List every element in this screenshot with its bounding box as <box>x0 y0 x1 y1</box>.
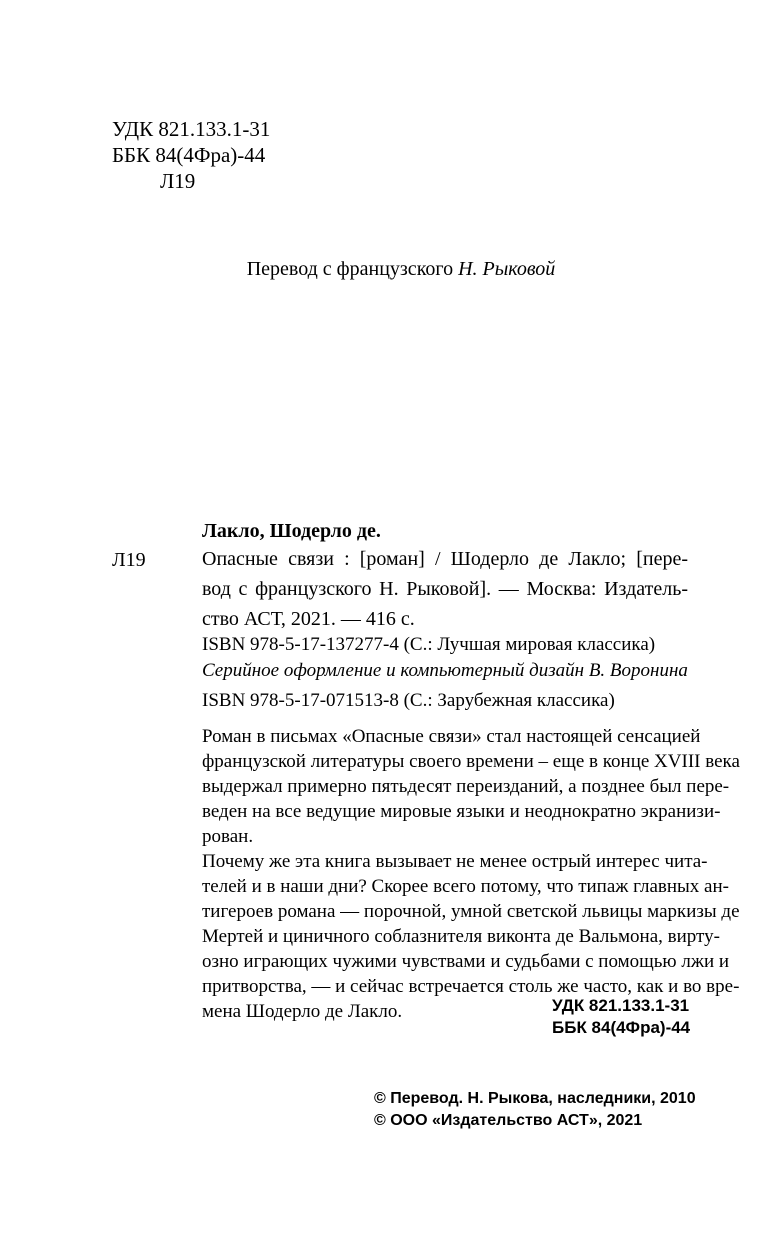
annotation-line: озно играющих чужими чувствами и судьбами с помощью лжи и <box>202 951 730 972</box>
biblio-line: ство АСТ, 2021. — 416 с. <box>202 608 415 630</box>
bottom-udk: УДК 821.133.1-31 <box>552 996 690 1015</box>
copyright-translation: © Перевод. Н. Рыкова, наследники, 2010 <box>374 1090 696 1107</box>
bbk-code: ББК 84(4Фра)-44 <box>112 143 266 167</box>
bottom-bbk: ББК 84(4Фра)-44 <box>552 1018 691 1037</box>
annotation-line: мена Шодерло де Лакло. <box>202 1001 403 1022</box>
record-index-code: Л19 <box>112 549 146 571</box>
annotation-line: рован. <box>202 826 254 847</box>
copyright-publisher: © ООО «Издательство АСТ», 2021 <box>374 1112 643 1129</box>
translator-credit <box>0 258 768 281</box>
annotation-line: тигероев романа — порочной, умной светской львицы маркизы де <box>202 901 740 922</box>
author-mark: Л19 <box>160 169 196 193</box>
bibliographic-description <box>202 544 688 634</box>
biblio-line: Опасные связи : [роман] / Шодерло де Лакло; [пере- <box>202 548 688 570</box>
annotation <box>202 724 740 1024</box>
annotation-line: телей и в наши дни? Скорее всего потому, что типаж главных ан- <box>202 876 729 897</box>
translator-prefix: Перевод с французского <box>246 258 454 280</box>
biblio-line: вод с французского Н. Рыковой]. — Москва: Издатель- <box>202 578 688 600</box>
annotation-line: Почему же эта книга вызывает не менее острый интерес чита- <box>202 851 708 872</box>
annotation-line: притворства, — и сейчас встречается столь же часто, как и во вре- <box>202 976 740 997</box>
annotation-line: Мертей и циничного соблазнителя виконта де Вальмона, вирту- <box>202 926 720 947</box>
annotation-line: французской литературы своего времени – еще в конце XVIII века <box>202 751 740 772</box>
isbn-first: ISBN 978-5-17-137277-4 (С.: Лучшая мировая классика) <box>202 634 656 655</box>
annotation-line: Роман в письмах «Опасные связи» стал настоящей сенсацией <box>202 726 701 747</box>
annotation-line: веден на все ведущие мировые языки и неоднократно экранизи- <box>202 801 721 822</box>
series-design-credit: Серийное оформление и компьютерный дизайн В. Воронина <box>202 660 688 681</box>
udk-code: УДК 821.133.1-31 <box>112 117 271 141</box>
record-author: Лакло, Шодерло де. <box>202 520 381 542</box>
annotation-line: выдержал примерно пятьдесят переизданий, а позднее был пере- <box>202 776 730 797</box>
isbn-second: ISBN 978-5-17-071513-8 (С.: Зарубежная классика) <box>202 690 615 711</box>
translator-name: Н. Рыковой <box>458 258 556 280</box>
